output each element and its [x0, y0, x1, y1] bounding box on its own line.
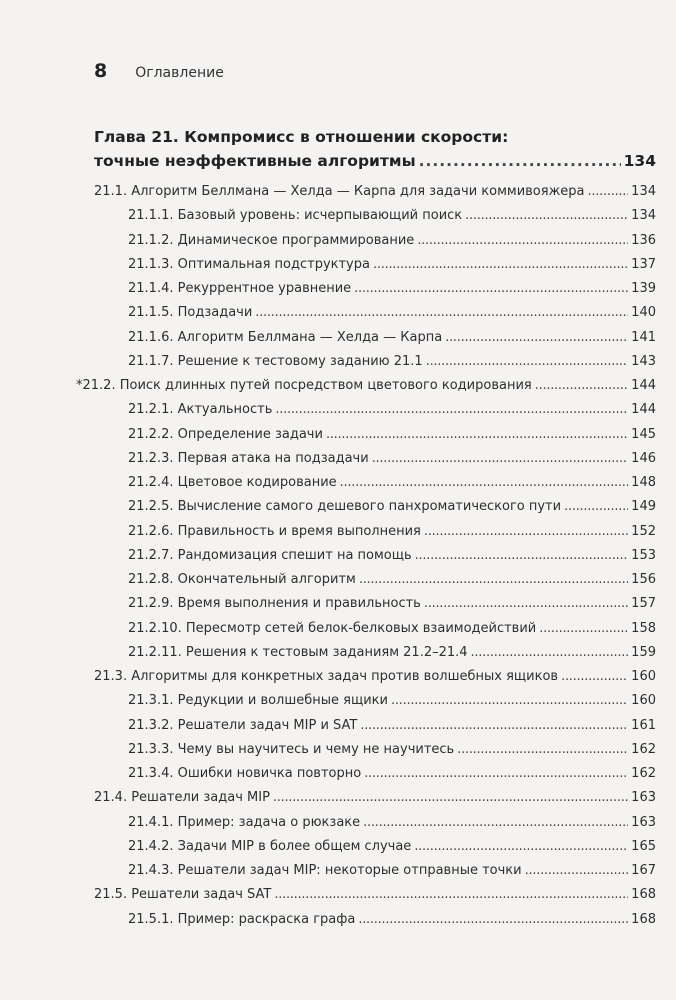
leader-dots: [445, 326, 628, 350]
toc-entry-title: 21.1.6. Алгоритм Беллмана — Хелда — Карпа: [128, 329, 443, 345]
toc-entry: [128, 350, 656, 374]
toc-entry: [128, 447, 656, 471]
toc-entry-title: 21.2.11. Решения к тестовым заданиям 21.2–21.4: [128, 644, 468, 660]
toc-entry: [128, 301, 656, 325]
toc-entry: [94, 180, 656, 204]
toc-entry-page: 159: [631, 644, 656, 660]
leader-dots: [358, 908, 628, 932]
toc-entry-page: 144: [631, 402, 656, 418]
leader-dots: [561, 665, 628, 689]
toc-entry: [128, 762, 656, 786]
chapter-page: 134: [623, 152, 656, 170]
leader-dots: [424, 592, 628, 616]
toc-entry-title: 21.2.8. Окончательный алгоритм: [128, 572, 356, 587]
toc-entry: [128, 520, 656, 544]
leader-dots: [255, 301, 628, 325]
toc-entry-page: 160: [631, 693, 656, 709]
toc-entry-page: 167: [631, 863, 656, 878]
toc-entry-title: *21.2. Поиск длинных путей посредством цветового кодирования: [76, 378, 532, 393]
toc-entry-page: 137: [631, 256, 656, 272]
toc-entry-title: 21.2.7. Рандомизация спешит на помощь: [128, 547, 412, 563]
toc-entry-page: 141: [631, 329, 656, 345]
leader-dots: [419, 149, 621, 173]
toc-entry: [128, 689, 656, 713]
toc-entry-page: 153: [631, 547, 656, 563]
leader-dots: [588, 180, 629, 204]
toc-entry-page: 157: [631, 596, 656, 612]
leader-dots: [359, 568, 628, 592]
leader-dots: [535, 374, 628, 398]
leader-dots: [426, 350, 628, 374]
toc-entry-title: 21.3.2. Решатели задач MIP и SAT: [128, 717, 358, 733]
toc-entry-title: 21.1.5. Подзадачи: [128, 305, 253, 321]
toc-entry: [128, 326, 656, 350]
leader-dots: [275, 398, 628, 422]
leader-dots: [340, 471, 629, 495]
toc-entry-title: 21.2.10. Пересмотр сетей белок-белковых взаимодействий: [128, 620, 537, 636]
leader-dots: [415, 544, 629, 568]
toc-entry-title: 21.3. Алгоритмы для конкретных задач против волшебных ящиков: [94, 669, 559, 684]
toc-entry-page: 163: [631, 814, 656, 830]
toc-entry-title: 21.1.1. Базовый уровень: исчерпывающий поиск: [128, 208, 463, 224]
toc-entry: [128, 835, 656, 859]
toc-entry-page: 145: [631, 426, 656, 442]
leader-dots: [372, 447, 628, 471]
toc-entry: [128, 229, 656, 253]
toc-entry-title: 21.3.4. Ошибки новичка повторно: [128, 766, 362, 781]
leader-dots: [539, 617, 628, 641]
toc-entry-title: 21.2.6. Правильность и время выполнения: [128, 523, 421, 539]
toc-entry-page: 134: [631, 184, 656, 199]
toc-entry-title: 21.1. Алгоритм Беллмана — Хелда — Карпа для задачи коммивояжера: [94, 184, 585, 199]
toc-entry-page: 162: [631, 741, 656, 757]
toc-entry: [128, 544, 656, 568]
leader-dots: [564, 495, 628, 519]
toc-entry-title: 21.2.5. Вычисление самого дешевого панхроматического пути: [128, 499, 562, 515]
toc-entry-page: 139: [631, 281, 656, 296]
leader-dots: [417, 229, 628, 253]
toc-entry-title: 21.1.4. Рекуррентное уравнение: [128, 281, 352, 296]
toc-entry: [128, 423, 656, 447]
leader-dots: [457, 738, 628, 762]
toc-entry: [128, 592, 656, 616]
toc-entry: [128, 204, 656, 228]
chapter-title-line2: точные неэффективные алгоритмы: [94, 152, 416, 170]
toc-entry-title: 21.4. Решатели задач MIP: [94, 790, 270, 806]
toc-entry: [128, 908, 656, 932]
leader-dots: [360, 714, 628, 738]
toc-entry-title: 21.2.4. Цветовое кодирование: [128, 475, 337, 490]
chapter-title-line1: Глава 21. Компромисс в отношении скорости:: [94, 128, 509, 146]
toc-entry-page: 161: [631, 717, 656, 733]
leader-dots: [373, 253, 628, 277]
toc-entry: [128, 714, 656, 738]
toc-entry-page: 162: [631, 766, 656, 781]
leader-dots: [273, 786, 628, 810]
toc-entry-title: 21.3.1. Редукции и волшебные ящики: [128, 693, 388, 709]
toc-entry-title: 21.2.1. Актуальность: [128, 402, 273, 418]
toc-entry: [94, 786, 656, 810]
toc-entry-title: 21.2.3. Первая атака на подзадачи: [128, 450, 369, 466]
page-number: 8: [94, 60, 108, 82]
leader-dots: [465, 204, 628, 228]
toc-entry: [128, 398, 656, 422]
toc-entry: [128, 859, 656, 883]
toc-entry-title: 21.4.3. Решатели задач MIP: некоторые отправные точки: [128, 863, 522, 878]
leader-dots: [364, 762, 628, 786]
toc-entry-title: 21.1.3. Оптимальная подструктура: [128, 256, 370, 272]
toc-entry-title: 21.4.2. Задачи MIP в более общем случае: [128, 838, 412, 854]
toc-entry-title: 21.1.2. Динамическое программирование: [128, 232, 415, 248]
toc-entry-title: 21.3.3. Чему вы научитесь и чему не научитесь: [128, 741, 455, 757]
toc-entry: [128, 738, 656, 762]
toc-entry: [76, 374, 656, 398]
toc-entry-page: 168: [631, 911, 656, 927]
chapter-title-line2-row: [94, 149, 656, 173]
leader-dots: [326, 423, 628, 447]
leader-dots: [424, 520, 628, 544]
toc-entry: [128, 495, 656, 519]
toc-entry-page: 134: [631, 208, 656, 224]
toc-entry-title: 21.5. Решатели задач SAT: [94, 887, 272, 903]
toc-entry: [128, 568, 656, 592]
running-title: Оглавление: [135, 65, 224, 81]
leader-dots: [525, 859, 629, 883]
toc-entry: [128, 641, 656, 665]
toc-entry-title: 21.1.7. Решение к тестовому заданию 21.1: [128, 353, 423, 369]
toc-entry: [128, 617, 656, 641]
toc-entry-page: 163: [631, 790, 656, 806]
toc-entry-page: 148: [631, 475, 656, 490]
toc-entry: [128, 253, 656, 277]
toc-entry-page: 160: [631, 669, 656, 684]
toc-entry: [128, 277, 656, 301]
toc-entry-page: 156: [631, 572, 656, 587]
toc-entry-page: 143: [631, 353, 656, 369]
toc-entry-page: 149: [631, 499, 656, 515]
leader-dots: [363, 811, 628, 835]
toc-entry-page: 146: [631, 450, 656, 466]
toc-entry: [128, 811, 656, 835]
toc-entry-page: 144: [631, 378, 656, 393]
chapter-heading: [94, 125, 656, 173]
toc-entry-page: 152: [631, 523, 656, 539]
leader-dots: [414, 835, 628, 859]
leader-dots: [471, 641, 629, 665]
toc-entry-title: 21.4.1. Пример: задача о рюкзаке: [128, 814, 361, 830]
toc-entry-title: 21.2.2. Определение задачи: [128, 426, 323, 442]
page-header: [94, 60, 224, 82]
toc-entry-page: 140: [631, 305, 656, 321]
toc-entry-title: 21.5.1. Пример: раскраска графа: [128, 911, 356, 927]
toc-entry-page: 136: [631, 232, 656, 248]
toc-entry-title: 21.2.9. Время выполнения и правильность: [128, 596, 421, 612]
toc-entry-page: 168: [631, 887, 656, 903]
toc-entry: [128, 471, 656, 495]
toc-entry-page: 158: [631, 620, 656, 636]
leader-dots: [354, 277, 628, 301]
toc-entry-page: 165: [631, 838, 656, 854]
leader-dots: [391, 689, 628, 713]
toc-entry: [94, 883, 656, 907]
leader-dots: [274, 883, 628, 907]
toc-entry: [94, 665, 656, 689]
